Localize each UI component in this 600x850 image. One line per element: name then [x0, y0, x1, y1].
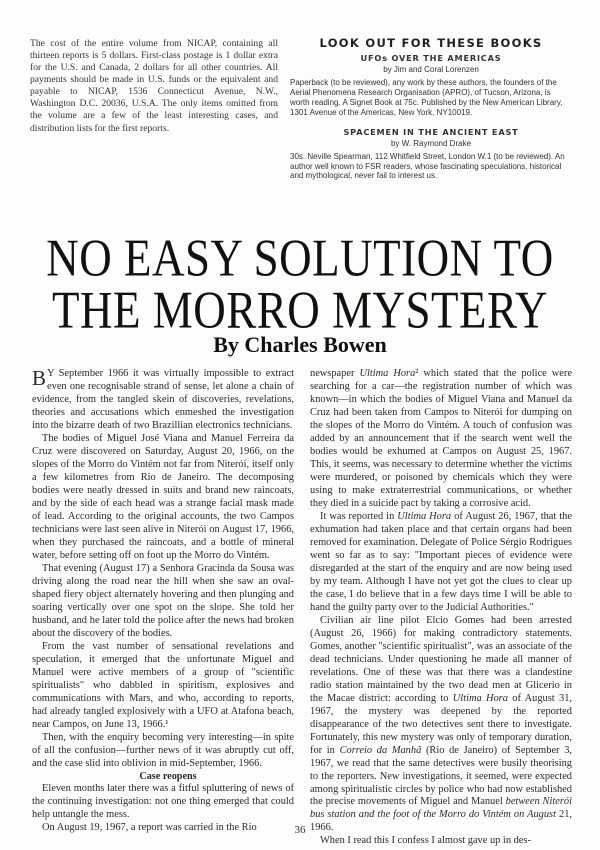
article-paragraph: Civilian air line pilot Elcio Gomes had been arrested (August 26, 1966) for making contradictory statements. Gomes, another "scientific spiritualist", was an associate of the dead technicians. Under questioning he made all manner of revelations. One of these was that there was a clandestine radio station maintained by the two dead men at Glicerio in the Macae district: according to Ultima Hora of August 31, 1967, the mystery was deepened by the reported disappearance of the two detectives sent there to investigate. Fortunately, this new mystery was only of temporary duration, for in Correio da Manhã (Rio de Janeiro) of September 3, 1967, we read that the same detectives were busily theorising to the reporters. New investigations, it seemed, were expected among spiritualistic circles by police who had now established the precise movements of Miguel and Manuel between Niterói bus station and the foot of the Morro do Vintém on August 21, 1966.	[310, 614, 572, 834]
article-paragraph: The bodies of Miguel José Viana and Manuel Ferreira da Cruz were discovered on Saturday, August 20, 1966, on the slopes of the Morro do Vintém not far from Niterói, itself only a few kilometres from Rio de Janeiro. The decomposing bodies were neatly dressed in suits and brand new raincoats, and by the side of each head was a strange facial mask made of lead. According to the original accounts, the two Campos technicians were last seen alive in Niterói on August 17, 1966, when they purchased the raincoats, and a bottle of mineral water, before setting off on foot up the Morro do Vintém.	[32, 432, 294, 561]
article-paragraph: Then, with the enquiry becoming very interesting—in spite of all the confusion—further news of it was abruptly cut off, and the case slid into oblivion in mid-September, 1966.	[32, 731, 294, 769]
article-column-left	[32, 368, 294, 835]
article-paragraph: That evening (August 17) a Senhora Gracinda da Sousa was driving along the road near the hill when she saw an oval-shaped fiery object alternately hovering and then plunging and soaring vertically over one spot on the slope. She told her husband, and he later told the police after the news had broken about the discovery of the bodies.	[32, 562, 294, 639]
newspaper-name: Correio da Manhã	[339, 744, 422, 756]
book-recommendations-box	[290, 36, 572, 181]
article-paragraph: Eleven months later there was a fitful spluttering of news of the continuing investigation: not one thing emerged that could help untangle the mess.	[32, 783, 294, 821]
article-paragraph: On August 19, 1967, a report was carried in the Rio	[42, 822, 257, 834]
book-author-lorenzen: by Jim and Coral Lorenzen	[383, 65, 479, 74]
article-byline: By Charles Bowen	[213, 332, 387, 357]
article-headline: NO EASY SOLUTION TO THE MORRO MYSTERY	[46, 228, 554, 340]
book-title-ufos-americas: UFOs OVER THE AMERICAS	[360, 53, 502, 63]
newspaper-name: Ultima Hora	[452, 692, 508, 704]
book-description-ufos-americas: Paperback (to be reviewed), any work by these authors, the founders of the Aerial Phenomena Research Organisation (APRO), of Tucson, Arizona, is worth reading. A Signet Book at 75c. Published by the New American Library, 1301 Avenue of the Americas, New York, NY10019.	[290, 78, 563, 117]
newspaper-name: Ultima Hora	[359, 368, 416, 379]
book-author-drake: by W. Raymond Drake	[390, 138, 472, 148]
book-title-spacemen: SPACEMEN IN THE ANCIENT EAST	[343, 126, 519, 137]
article-column-right	[310, 368, 572, 848]
newspaper-name: Ultima Hora	[397, 510, 452, 522]
article-paragraph: B Y September 1966 it was virtually impossible to extract even one recognisable strand of sense, let alone a chain of evidence, from the tangled skein of discoveries, revelations, theories and accusations which enmeshed the investigation into the bizarre death of two Brazillian electronics technicians.	[32, 366, 294, 431]
drop-cap: B	[32, 366, 47, 390]
article-paragraph: When I read this I confess I almost gave up in des-	[320, 835, 531, 847]
article-paragraph: newspaper Ultima Hora² which stated that the police were searching for a car—the registration number of which was known—in which the bodies of Miguel Viana and Manuel da Cruz had been taken from Campos to Niterói for dumping on the slopes of the Morro do Vintém. A touch of confusion was added by an announcement that if the search went well the bodies would be exhumed at Campos on August 25, 1967. This, it seems, was necessary to determine whether the victims were murdered, or poisoned by chemicals which they were using to make extraterrestrial communications, or whether they died in a suicide pact by taking a corrosive acid.	[310, 368, 572, 509]
article-paragraph: From the vast number of sensational revelations and speculation, it emerged that the unfortunate Miguel and Manuel were active members of a group of "scientific spiritualists" who dabbled in spiritism, explosives and communications with Mars, and who, according to reports, had already tangled explosively with a UFO at Atafona beach, near Campos, on June 13, 1966.¹	[32, 640, 294, 730]
section-subhead: Case reopens	[139, 770, 197, 782]
page-number: 36	[294, 824, 306, 836]
emphasis-text: between Niterói bus station and the foot of the Morro do Vintém on August	[310, 796, 572, 821]
nicap-cost-note: The cost of the entire volume from NICAP, containing all thirteen reports is 5 dollars. First-class postage is 1 dollar extra for the U.S. and Canada, 2 dollars for all other countries. All payments should be made in U.S. funds or the equivalent and payable to NICAP, 1536 Connecticut Avenue, N.W., Washington D.C. 20036, U.S.A. The only items omitted from the volume are a few of the least interesting cases, and distribution lists for the first reports.	[30, 38, 278, 134]
article-paragraph: It was reported in Ultima Hora of August 26, 1967, that the exhumation had taken place and that certain organs had been removed for examination. Delegate of Police Sérgio Rodrigues went so far as to say: "Important pieces of evidence were disregarded at the start of the enquiry and are now being used by my team. Although I have not yet got the clues to clear up the case, I do believe that in a few days time I will be able to hand the guilty party over to the Judicial Authorities."	[310, 510, 572, 613]
look-out-heading: LOOK OUT FOR THESE BOOKS	[319, 36, 543, 50]
book-description-spacemen: 30s. Neville Spearman, 112 Whitfield Street, London W.1 (to be reviewed). An author well known to FSR readers, whose fascinating speculations, historical and mythological, never fail to interest us.	[290, 151, 565, 181]
